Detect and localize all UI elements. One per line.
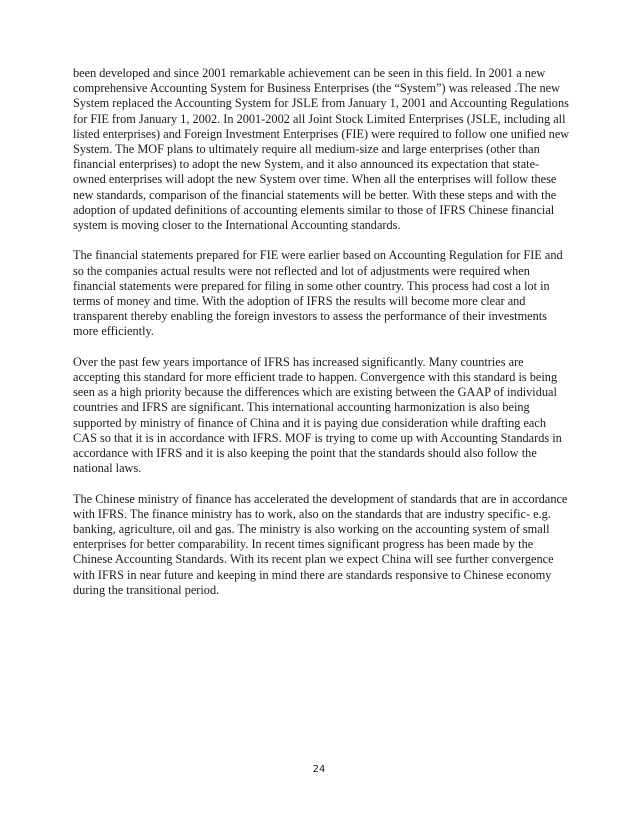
paragraph-1: been developed and since 2001 remarkable achievement can be seen in this field. In 2001 a new comprehensive Accounting System for Business Enterprises (the “System”) was released .The new System replaced the Accounting System for JSLE from January 1, 2001 and Accounting Regulations for FIE from January 1, 2002. In 2001-2002 all Joint Stock Limited Enterprises (JSLE, including all listed enterprises) and Foreign Investment Enterprises (FIE) were required to follow one unified new System. The MOF plans to ultimately require all medium-size and large enterprises (other than financial enterprises) to adopt the new System, and it also announced its expectation that state-owned enterprises will adopt the new System over time. When all the enterprises will follow these new standards, comparison of the financial statements will be better. With these steps and with the adoption of updated definitions of accounting elements similar to those of IFRS Chinese financial system is moving closer to the International Accounting standards. xyxy=(73,66,570,233)
paragraph-2: The financial statements prepared for FIE were earlier based on Accounting Regulation for FIE and so the companies actual results were not reflected and lot of adjustments were required when financial statements were prepared for filing in some other country. This process had cost a lot in terms of money and time. With the adoption of IFRS the results will become more clear and transparent thereby enabling the foreign investors to assess the performance of their investments more efficiently. xyxy=(73,248,563,339)
body-text xyxy=(73,66,571,613)
paragraph-4: The Chinese ministry of finance has accelerated the development of standards that are in accordance with IFRS. The finance ministry has to work, also on the standards that are industry specific- e.g. banking, agriculture, oil and gas. The ministry is also working on the accounting system of small enterprises for better comparability. In recent times significant progress has been made by the Chinese Accounting Standards. With its recent plan we expect China will see further convergence with IFRS in near future and keeping in mind there are standards responsive to Chinese economy during the transitional period. xyxy=(73,491,568,597)
page-number: 24 xyxy=(312,764,326,775)
paragraph-3: Over the past few years importance of IFRS has increased significantly. Many countries are accepting this standard for more efficient trade to happen. Convergence with this standard is being seen as a high priority because the differences which are existing between the GAAP of individual countries and IFRS are significant. This international accounting harmonization is also being supported by ministry of finance of China and it is paying due consideration while drafting each CAS so that it is in accordance with IFRS. MOF is trying to come up with Accounting Standards in accordance with IFRS and it is also keeping the point that the standards should also follow the national laws. xyxy=(73,354,562,476)
